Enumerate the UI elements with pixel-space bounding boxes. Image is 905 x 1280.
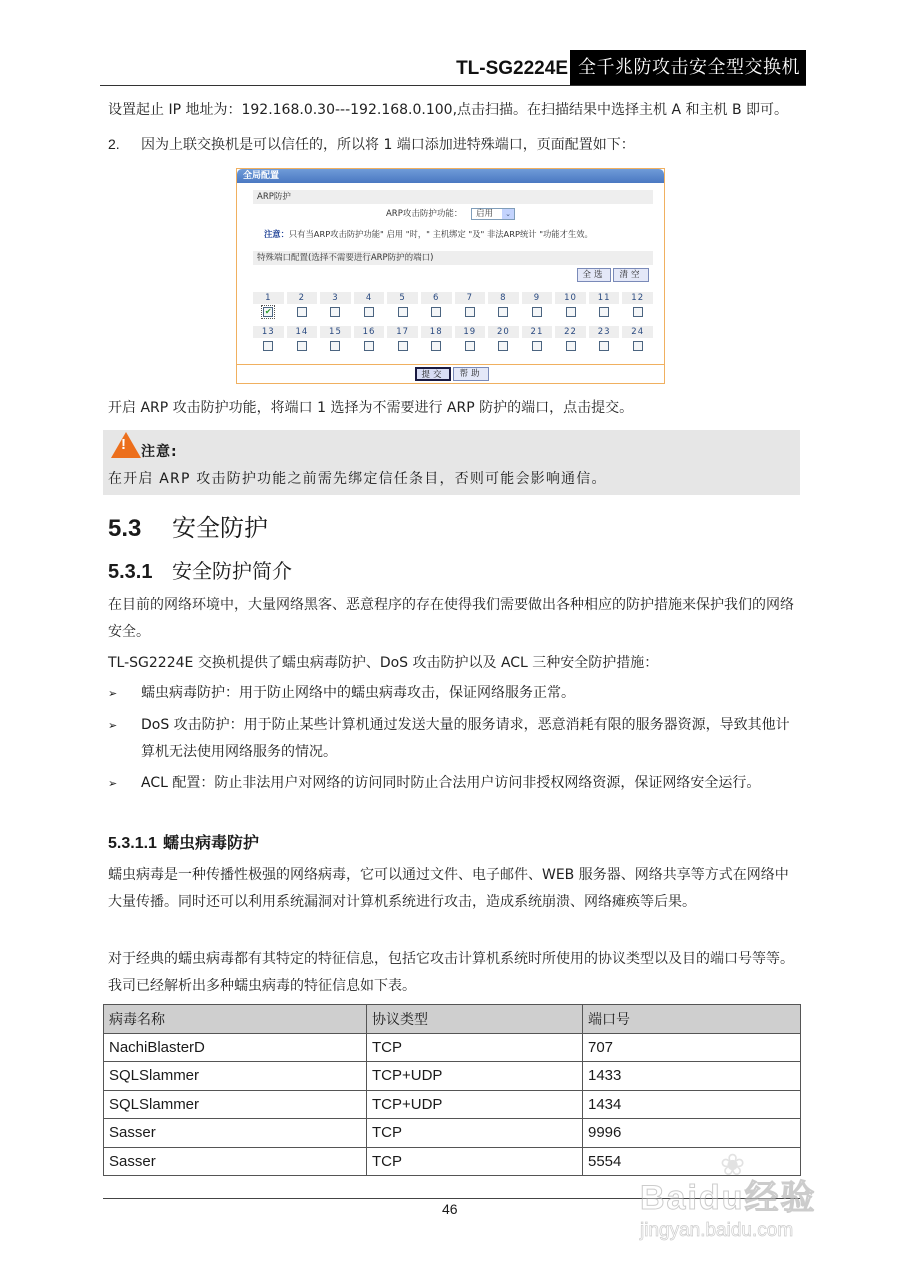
subsubsection-title: 蠕虫病毒防护	[162, 833, 259, 852]
subsection-heading	[108, 555, 292, 584]
port-label: 24	[622, 326, 653, 338]
paw-icon: ❀	[720, 1149, 746, 1182]
section-number: 5.3	[108, 515, 142, 542]
watermark-logo: Baidu经验	[640, 1179, 817, 1217]
step-text: 因为上联交换机是可以信任的，所以将 1 端口添加进特殊端口，页面配置如下：	[141, 137, 635, 153]
warning-icon-mark: !	[121, 436, 126, 453]
table-row	[104, 1090, 801, 1119]
note-label: 注意：	[264, 229, 289, 239]
table-cell: Sasser	[104, 1119, 367, 1148]
after-panel-text: 开启 ARP 攻击防护功能，将端口 1 选择为不需要进行 ARP 防护的端口，点击提交。	[108, 400, 634, 416]
port-label: 9	[522, 292, 553, 304]
table-cell: 707	[583, 1033, 801, 1062]
select-all-button[interactable]: 全选	[577, 268, 611, 282]
product-model: TL-SG2224E	[456, 58, 568, 79]
port-12-checkbox[interactable]	[633, 307, 643, 317]
table-cell: Sasser	[104, 1147, 367, 1176]
port-label: 8	[488, 292, 519, 304]
port-13-checkbox[interactable]	[263, 341, 273, 351]
notice-title: 注意:	[141, 444, 178, 460]
panel-note	[264, 228, 593, 240]
table-cell: 5554	[583, 1147, 801, 1176]
port-label: 4	[354, 292, 385, 304]
table-cell: 1434	[583, 1090, 801, 1119]
port-17-checkbox[interactable]	[398, 341, 408, 351]
panel-title: 全局配置	[237, 169, 664, 183]
arrow-bullet-icon: ➢	[108, 777, 118, 790]
port-2-checkbox[interactable]	[297, 307, 307, 317]
product-title: 全千兆防攻击安全型交换机	[570, 50, 806, 85]
arp-section-header: ARP防护	[253, 190, 653, 204]
arp-protection-select[interactable]	[471, 208, 515, 220]
special-port-section-header: 特殊端口配置(选择不需要进行ARP防护的端口)	[253, 251, 653, 265]
port-24-checkbox[interactable]	[633, 341, 643, 351]
port-19-checkbox[interactable]	[465, 341, 475, 351]
table-row	[104, 1062, 801, 1091]
section-title: 安全防护	[172, 514, 268, 542]
global-config-panel	[236, 168, 665, 384]
port-1-checkbox[interactable]: ✔	[264, 307, 272, 316]
port-14-checkbox[interactable]	[297, 341, 307, 351]
port-11-checkbox[interactable]	[599, 307, 609, 317]
ports-row-2	[253, 326, 653, 354]
arrow-bullet-icon: ➢	[108, 719, 118, 732]
port-label: 12	[622, 292, 653, 304]
subsubsection-number: 5.3.1.1	[108, 835, 157, 852]
warning-icon	[111, 432, 141, 458]
port-label: 13	[253, 326, 284, 338]
subsection-number: 5.3.1	[108, 561, 153, 583]
port-9-checkbox[interactable]	[532, 307, 542, 317]
page-number: 46	[442, 1201, 458, 1217]
port-label: 14	[287, 326, 318, 338]
notice-text: 在开启 ARP 攻击防护功能之前需先绑定信任条目，否则可能会影响通信。	[108, 471, 607, 487]
port-label: 19	[455, 326, 486, 338]
port-label: 18	[421, 326, 452, 338]
port-8-checkbox[interactable]	[498, 307, 508, 317]
port-label: 10	[555, 292, 586, 304]
bullet-text: DoS 攻击防护：用于防止某些计算机通过发送大量的服务请求，恶意消耗有限的服务器资源，导致其他计算机无法使用网络服务的情况。	[141, 717, 790, 760]
help-button[interactable]: 帮助	[453, 367, 489, 381]
port-label: 17	[387, 326, 418, 338]
port-label: 11	[589, 292, 620, 304]
table-cell: TCP+UDP	[367, 1062, 583, 1091]
port-6-checkbox[interactable]	[431, 307, 441, 317]
port-label: 7	[455, 292, 486, 304]
arrow-bullet-icon: ➢	[108, 687, 118, 700]
port-label: 21	[522, 326, 553, 338]
arp-protection-row	[237, 207, 664, 220]
port-label: 1	[253, 292, 284, 304]
port-20-checkbox[interactable]	[498, 341, 508, 351]
watermark-url: jingyan.baidu.com	[640, 1220, 794, 1241]
notice-box	[103, 430, 800, 495]
table-cell: SQLSlammer	[104, 1062, 367, 1091]
table-cell: TCP	[367, 1147, 583, 1176]
page-header	[100, 50, 806, 86]
baidu-watermark	[640, 1148, 860, 1248]
table-header-row	[104, 1005, 801, 1034]
port-21-checkbox[interactable]	[532, 341, 542, 351]
port-4-checkbox[interactable]	[364, 307, 374, 317]
worm-paragraph: 蠕虫病毒是一种传播性极强的网络病毒，它可以通过文件、电子邮件、WEB 服务器、网络共享等方式在网络中大量传播。同时还可以利用系统漏洞对计算机系统进行攻击，造成系统崩溃、网络瘫痪等后果。	[108, 867, 789, 910]
port-10-checkbox[interactable]	[566, 307, 576, 317]
table-cell: TCP+UDP	[367, 1090, 583, 1119]
table-cell: TCP	[367, 1033, 583, 1062]
column-header: 协议类型	[367, 1005, 583, 1034]
section-heading	[108, 508, 268, 543]
port-label: 2	[287, 292, 318, 304]
port-label: 23	[589, 326, 620, 338]
port-22-checkbox[interactable]	[566, 341, 576, 351]
subsubsection-heading	[108, 830, 259, 853]
column-header: 病毒名称	[104, 1005, 367, 1034]
bullet-text: 蠕虫病毒防护：用于防止网络中的蠕虫病毒攻击，保证网络服务正常。	[141, 685, 575, 701]
bullet-text: ACL 配置：防止非法用户对网络的访问同时防止合法用户访问非授权网络资源，保证网络安全运行。	[141, 775, 761, 791]
intro-line: 设置起止 IP 地址为：192.168.0.30---192.168.0.100,点击扫描。在扫描结果中选择主机 A 和主机 B 即可。	[108, 102, 788, 118]
port-18-checkbox[interactable]	[431, 341, 441, 351]
intro-paragraph: 在目前的网络环境中，大量网络黑客、恶意程序的存在使得我们需要做出各种相应的防护措施来保护我们的网络安全。	[108, 597, 794, 640]
signature-paragraph: 对于经典的蠕虫病毒都有其特定的特征信息，包括它攻击计算机系统时所使用的协议类型以及目的端口号等等。我司已经解析出多种蠕虫病毒的特征信息如下表。	[108, 951, 794, 994]
port-15-checkbox[interactable]	[330, 341, 340, 351]
port-label: 15	[320, 326, 351, 338]
port-7-checkbox[interactable]	[465, 307, 475, 317]
ports-row-1	[253, 292, 653, 320]
chevron-down-icon: ⌄	[502, 209, 514, 219]
subsection-title: 安全防护简介	[172, 559, 292, 583]
table-row	[104, 1119, 801, 1148]
features-paragraph: TL-SG2224E 交换机提供了蠕虫病毒防护、DoS 攻击防护以及 ACL 三种安全防护措施：	[108, 655, 659, 671]
table-cell: 9996	[583, 1119, 801, 1148]
step-number: 2.	[108, 136, 120, 152]
port-label: 3	[320, 292, 351, 304]
submit-button[interactable]: 提交	[415, 367, 451, 381]
port-label: 6	[421, 292, 452, 304]
port-3-checkbox[interactable]	[330, 307, 340, 317]
table-cell: SQLSlammer	[104, 1090, 367, 1119]
port-5-checkbox[interactable]	[398, 307, 408, 317]
port-label: 22	[555, 326, 586, 338]
arp-select-value: 启用	[476, 208, 494, 219]
table-cell: TCP	[367, 1119, 583, 1148]
port-label: 5	[387, 292, 418, 304]
arp-label: ARP攻击防护功能：	[385, 209, 463, 219]
note-text: 只有当ARP攻击防护功能" 启用 "时，" 主机绑定 "及" 非法ARP统计 "功能才生效。	[288, 229, 593, 239]
port-label: 16	[354, 326, 385, 338]
clear-button[interactable]: 清空	[613, 268, 649, 282]
port-16-checkbox[interactable]	[364, 341, 374, 351]
table-cell: NachiBlasterD	[104, 1033, 367, 1062]
column-header: 端口号	[583, 1005, 801, 1034]
panel-footer	[237, 364, 664, 383]
port-23-checkbox[interactable]	[599, 341, 609, 351]
step-2	[108, 131, 800, 159]
table-cell: 1433	[583, 1062, 801, 1091]
port-label: 20	[488, 326, 519, 338]
table-row	[104, 1033, 801, 1062]
